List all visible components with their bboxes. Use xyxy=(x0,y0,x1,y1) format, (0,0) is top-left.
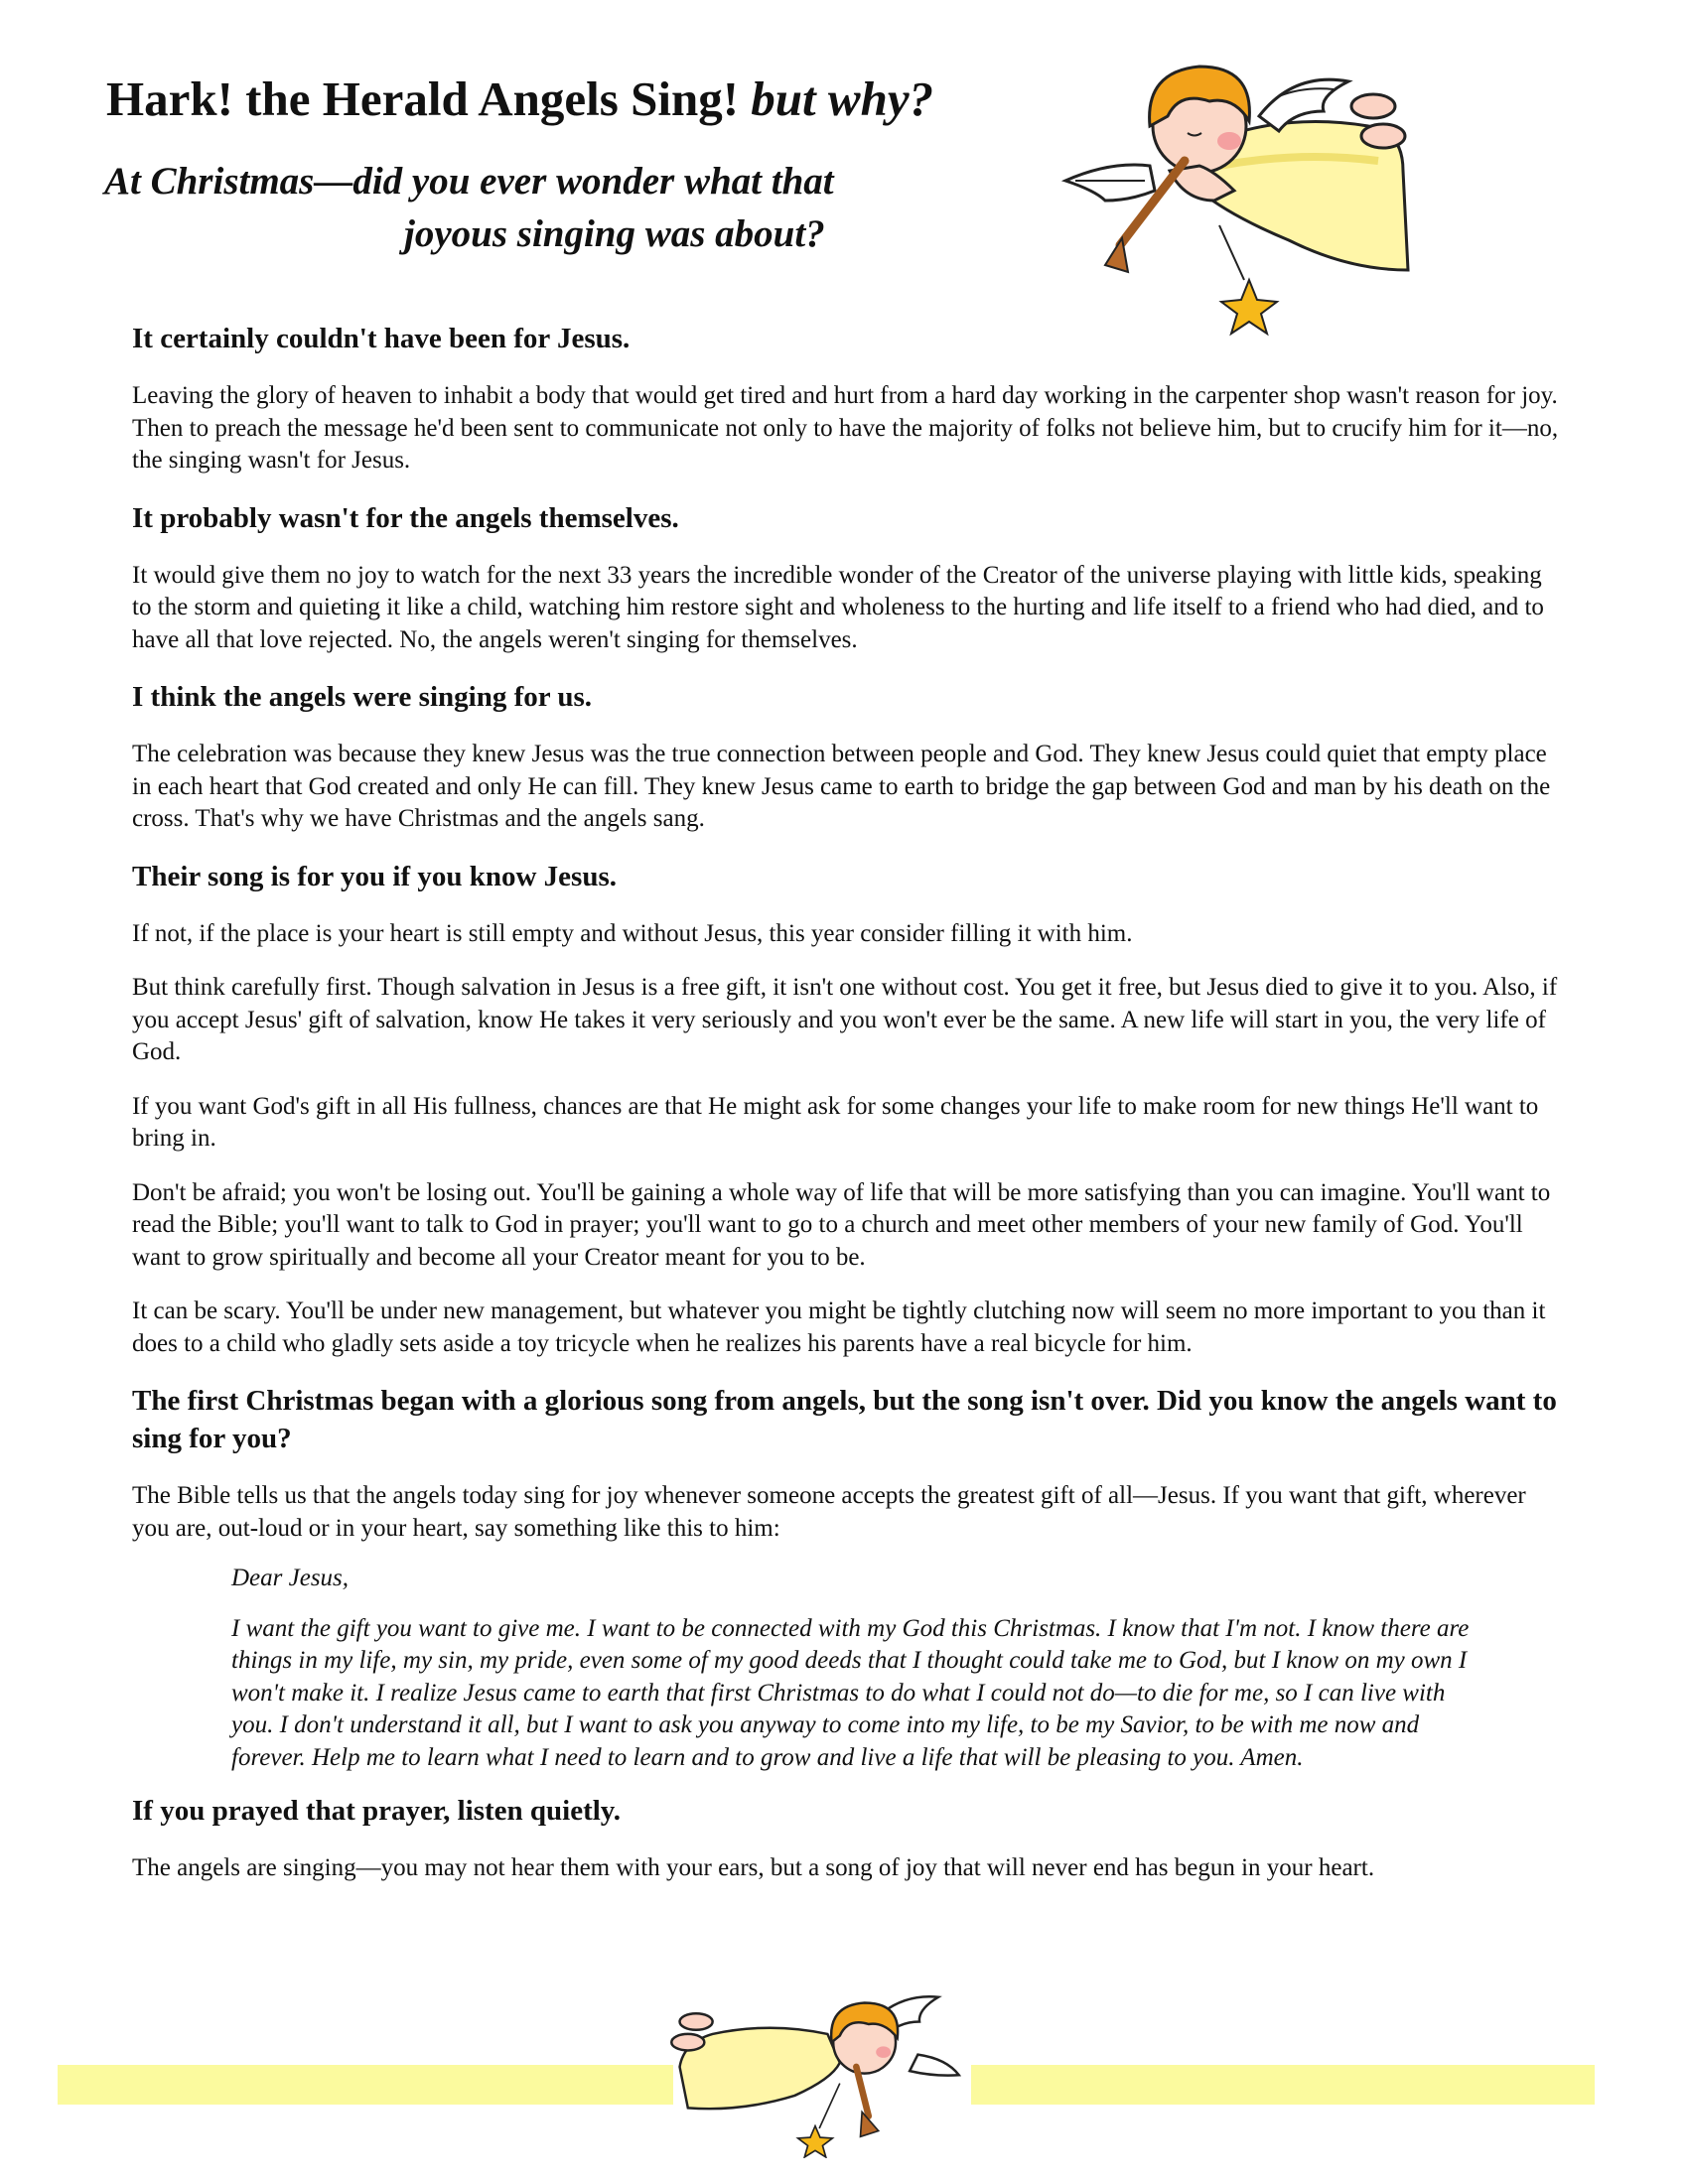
section-heading: Their song is for you if you know Jesus. xyxy=(132,860,618,892)
angel-with-trumpet-icon xyxy=(1051,42,1418,359)
decorative-bar-left xyxy=(58,2065,673,2105)
paragraph: If you want God's gift in all His fullness, chances are that He might ask for some changes your life to make room for new things He'll want to bring in. xyxy=(132,1092,1539,1152)
title-main: Hark! the Herald Angels Sing! xyxy=(106,71,740,126)
paragraph: Don't be afraid; you won't be losing out. You'll be gaining a whole way of life that will be more satisfying than you can imagine. You'll want to read the Bible; you'll want to talk to God in prayer; you'll want to go to a church and meet other members of your new family of God. You'll want to grow spiritually and become all your Creator meant for you to be. xyxy=(132,1178,1551,1271)
section-heading: It probably wasn't for the angels themselves. xyxy=(132,501,679,534)
paragraph: But think carefully first. Though salvation in Jesus is a free gift, it isn't one without cost. You get it free, but Jesus died to give it to you. Also, if you accept Jesus' gift of salvation, know He takes it very seriously and you won't ever be the same. A new life will start in you, the very life of God. xyxy=(132,974,1558,1065)
page-title xyxy=(106,69,933,129)
section-heading: It certainly couldn't have been for Jesus. xyxy=(132,323,631,354)
paragraph: The celebration was because they knew Jesus was the true connection between people and God. They knew Jesus could quiet that empty place in each heart that God created and only He can fill. They knew Jesus came to earth to bridge the gap between God and man by his death on the cross. That's why we have Christmas and the angels sang. xyxy=(132,741,1551,832)
title-tail: but why? xyxy=(751,71,934,126)
prayer-salutation: Dear Jesus, xyxy=(231,1565,350,1591)
section-heading: I think the angels were singing for us. xyxy=(132,681,592,713)
paragraph: If not, if the place is your heart is still empty and without Jesus, this year consider filling it with him. xyxy=(132,919,1133,947)
paragraph: It would give them no joy to watch for the next 33 years the incredible wonder of the Creator of the universe playing with little kids, speaking to the storm and quieting it like a child, watching him restore sight and wholeness to the hurting and life itself to a friend who had died, and to have all that love rejected. No, the angels weren't singing for themselves. xyxy=(132,561,1544,653)
paragraph: The Bible tells us that the angels today sing for joy whenever someone accepts the greatest gift of all—Jesus. If you want that gift, wherever you are, out-loud or in your heart, say something like this to him: xyxy=(132,1482,1526,1542)
paragraph: Leaving the glory of heaven to inhabit a body that would get tired and hurt from a hard day working in the carpenter shop wasn't reason for joy. Then to preach the message he'd been sent to communicate not only to have the majority of folks not believe him, but to crucify him for it—no, the singing wasn't for Jesus. xyxy=(132,382,1559,474)
section-heading: The first Christmas began with a glorious song from angels, but the song isn't over. Did you know the angels want to sing for you? xyxy=(132,1385,1557,1454)
decorative-bar-right xyxy=(971,2065,1595,2105)
subtitle-line-1: At Christmas—did you ever wonder what that xyxy=(104,160,834,203)
article-body xyxy=(132,320,1562,1907)
angel-with-trumpet-icon xyxy=(663,1976,967,2158)
subtitle xyxy=(104,155,998,260)
section-heading: If you prayed that prayer, listen quietly. xyxy=(132,1795,621,1827)
subtitle-line-2: joyous singing was about? xyxy=(404,212,825,255)
paragraph: It can be scary. You'll be under new management, but whatever you might be tightly clutching now will seem no more important to you than it does to a child who gladly sets aside a toy tricycle when he realizes his parents have a real bicycle for him. xyxy=(132,1297,1546,1357)
star-icon xyxy=(798,2126,833,2157)
paragraph: The angels are singing—you may not hear them with your ears, but a song of joy that will never end has begun in your heart. xyxy=(132,1854,1375,1881)
prayer-body: I want the gift you want to give me. I want to be connected with my God this Christmas. I know that I'm not. I know there are things in my life, my sin, my pride, even some of my good deeds that I thought could take me to God, but I know on my own I won't make it. I realize Jesus came to earth that first Christmas to do what I could not do—to die for me, so I can live with you. I don't understand it all, but I want to ask you anyway to come into my life, to be my Savior, to be with me now and forever. Help me to learn what I need to learn and to grow and live a life that will be pleasing to you. Amen. xyxy=(231,1614,1470,1771)
prayer-block xyxy=(132,1563,1487,1774)
